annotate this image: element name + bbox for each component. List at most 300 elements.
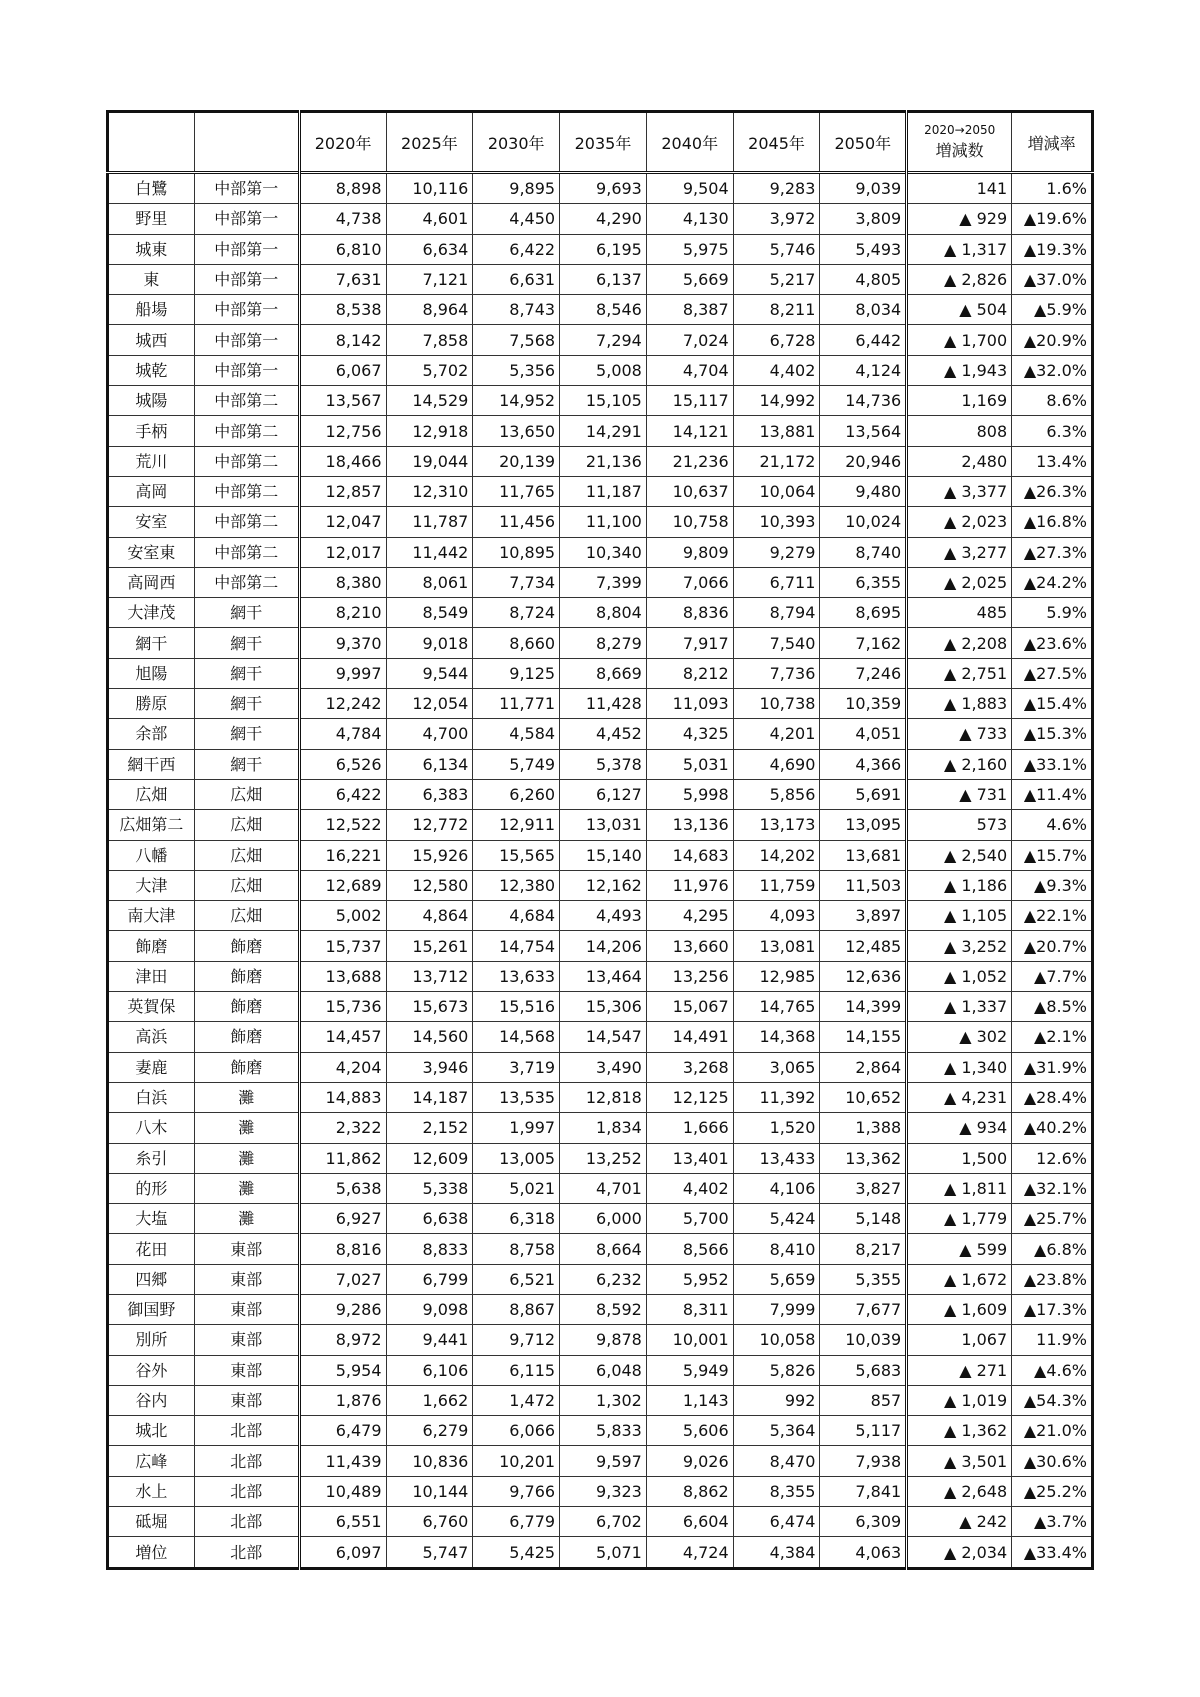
cell-change: ▲ 1,779 [907, 1204, 1012, 1234]
cell-2045: 5,659 [733, 1264, 820, 1294]
cell-2020: 14,457 [299, 1022, 386, 1052]
cell-2035: 13,031 [560, 810, 647, 840]
header-year: 2030年 [473, 112, 560, 173]
cell-2050: 14,736 [820, 386, 907, 416]
cell-rate: ▲32.1% [1012, 1173, 1093, 1203]
table-row [108, 1204, 1093, 1234]
cell-block: 中部第二 [194, 446, 299, 476]
header-year: 2045年 [733, 112, 820, 173]
cell-rate: ▲27.3% [1012, 537, 1093, 567]
table-header [108, 112, 1093, 173]
cell-2030: 10,201 [473, 1446, 560, 1476]
cell-rate: ▲11.4% [1012, 779, 1093, 809]
cell-2050: 10,359 [820, 689, 907, 719]
cell-2040: 8,566 [646, 1234, 733, 1264]
cell-rate: ▲23.6% [1012, 628, 1093, 658]
cell-block: 灘 [194, 1113, 299, 1143]
cell-2050: 2,864 [820, 1052, 907, 1082]
cell-2030: 13,535 [473, 1082, 560, 1112]
cell-2050: 7,841 [820, 1476, 907, 1506]
cell-2020: 9,997 [299, 658, 386, 688]
cell-school: 広畑第二 [108, 810, 195, 840]
cell-2035: 15,140 [560, 840, 647, 870]
cell-2040: 5,700 [646, 1204, 733, 1234]
cell-2020: 9,370 [299, 628, 386, 658]
header-change [907, 112, 1012, 173]
cell-school: 安室 [108, 507, 195, 537]
cell-change: ▲ 1,672 [907, 1264, 1012, 1294]
cell-2035: 4,701 [560, 1173, 647, 1203]
cell-2035: 6,048 [560, 1355, 647, 1385]
cell-2035: 9,693 [560, 173, 647, 204]
cell-block: 北部 [194, 1507, 299, 1537]
cell-2040: 12,125 [646, 1082, 733, 1112]
cell-school: 旭陽 [108, 658, 195, 688]
cell-2035: 6,137 [560, 264, 647, 294]
cell-change: ▲ 1,105 [907, 901, 1012, 931]
cell-block: 灘 [194, 1173, 299, 1203]
cell-2030: 7,568 [473, 325, 560, 355]
cell-2045: 12,985 [733, 961, 820, 991]
cell-rate: ▲5.9% [1012, 295, 1093, 325]
cell-2035: 14,206 [560, 931, 647, 961]
cell-2030: 8,660 [473, 628, 560, 658]
cell-2045: 11,392 [733, 1082, 820, 1112]
cell-school: 飾磨 [108, 931, 195, 961]
cell-2025: 6,279 [386, 1416, 473, 1446]
cell-block: 北部 [194, 1446, 299, 1476]
cell-2035: 1,302 [560, 1385, 647, 1415]
cell-2035: 9,878 [560, 1325, 647, 1355]
cell-2020: 5,954 [299, 1355, 386, 1385]
cell-change: ▲ 1,883 [907, 689, 1012, 719]
cell-2030: 1,472 [473, 1385, 560, 1415]
cell-2040: 5,998 [646, 779, 733, 809]
cell-2050: 12,636 [820, 961, 907, 991]
cell-block: 東部 [194, 1325, 299, 1355]
cell-2020: 6,479 [299, 1416, 386, 1446]
cell-2030: 12,911 [473, 810, 560, 840]
header-school [108, 112, 195, 173]
cell-2030: 13,650 [473, 416, 560, 446]
cell-rate: 13.4% [1012, 446, 1093, 476]
cell-2025: 4,700 [386, 719, 473, 749]
cell-school: 広峰 [108, 1446, 195, 1476]
cell-2045: 10,393 [733, 507, 820, 537]
header-year: 2040年 [646, 112, 733, 173]
cell-2020: 12,857 [299, 476, 386, 506]
cell-2035: 8,664 [560, 1234, 647, 1264]
cell-2040: 13,401 [646, 1143, 733, 1173]
cell-block: 北部 [194, 1416, 299, 1446]
table-row [108, 476, 1093, 506]
cell-rate: ▲22.1% [1012, 901, 1093, 931]
cell-change: ▲ 2,540 [907, 840, 1012, 870]
cell-2030: 14,952 [473, 386, 560, 416]
cell-2045: 4,201 [733, 719, 820, 749]
cell-change: ▲ 3,377 [907, 476, 1012, 506]
cell-2045: 11,759 [733, 870, 820, 900]
cell-2030: 4,684 [473, 901, 560, 931]
cell-rate: 6.3% [1012, 416, 1093, 446]
cell-change: 1,500 [907, 1143, 1012, 1173]
table-row [108, 931, 1093, 961]
cell-2025: 8,964 [386, 295, 473, 325]
cell-school: 水上 [108, 1476, 195, 1506]
table-row [108, 204, 1093, 234]
cell-2040: 14,121 [646, 416, 733, 446]
cell-2040: 9,809 [646, 537, 733, 567]
header-year: 2035年 [560, 112, 647, 173]
cell-2035: 8,804 [560, 598, 647, 628]
population-table [106, 110, 1094, 1570]
cell-2050: 13,681 [820, 840, 907, 870]
cell-2030: 5,021 [473, 1173, 560, 1203]
cell-2025: 13,712 [386, 961, 473, 991]
table-row [108, 1234, 1093, 1264]
cell-2035: 13,252 [560, 1143, 647, 1173]
cell-rate: ▲15.7% [1012, 840, 1093, 870]
cell-2050: 857 [820, 1385, 907, 1415]
cell-block: 中部第一 [194, 173, 299, 204]
cell-2030: 6,318 [473, 1204, 560, 1234]
cell-2035: 5,008 [560, 355, 647, 385]
cell-rate: 12.6% [1012, 1143, 1093, 1173]
table-row [108, 1355, 1093, 1385]
cell-2050: 4,124 [820, 355, 907, 385]
cell-2035: 8,669 [560, 658, 647, 688]
cell-2035: 11,428 [560, 689, 647, 719]
table-row [108, 1082, 1093, 1112]
cell-2030: 10,895 [473, 537, 560, 567]
cell-2035: 8,546 [560, 295, 647, 325]
cell-2025: 9,544 [386, 658, 473, 688]
cell-2050: 5,683 [820, 1355, 907, 1385]
cell-2020: 4,204 [299, 1052, 386, 1082]
cell-2040: 5,031 [646, 749, 733, 779]
cell-2040: 13,256 [646, 961, 733, 991]
cell-block: 飾磨 [194, 961, 299, 991]
cell-2045: 7,999 [733, 1294, 820, 1324]
header-change-label: 増減数 [935, 141, 984, 160]
cell-2035: 8,592 [560, 1294, 647, 1324]
cell-change: ▲ 3,252 [907, 931, 1012, 961]
cell-2040: 4,704 [646, 355, 733, 385]
cell-block: 中部第二 [194, 476, 299, 506]
cell-change: ▲ 2,160 [907, 749, 1012, 779]
cell-school: 糸引 [108, 1143, 195, 1173]
cell-2050: 5,691 [820, 779, 907, 809]
cell-rate: ▲15.3% [1012, 719, 1093, 749]
cell-2020: 8,210 [299, 598, 386, 628]
cell-2020: 4,784 [299, 719, 386, 749]
cell-school: 妻鹿 [108, 1052, 195, 1082]
cell-2050: 13,564 [820, 416, 907, 446]
cell-2045: 10,064 [733, 476, 820, 506]
cell-2040: 4,130 [646, 204, 733, 234]
cell-2040: 1,143 [646, 1385, 733, 1415]
cell-rate: ▲27.5% [1012, 658, 1093, 688]
cell-2035: 12,162 [560, 870, 647, 900]
cell-block: 北部 [194, 1537, 299, 1568]
cell-school: 的形 [108, 1173, 195, 1203]
cell-2045: 5,424 [733, 1204, 820, 1234]
cell-school: 八木 [108, 1113, 195, 1143]
cell-2050: 7,677 [820, 1294, 907, 1324]
cell-2050: 10,024 [820, 507, 907, 537]
cell-block: 灘 [194, 1204, 299, 1234]
cell-2020: 8,380 [299, 567, 386, 597]
cell-2040: 8,836 [646, 598, 733, 628]
cell-2025: 12,310 [386, 476, 473, 506]
cell-school: 津田 [108, 961, 195, 991]
cell-2025: 15,673 [386, 992, 473, 1022]
cell-2050: 13,095 [820, 810, 907, 840]
cell-rate: 1.6% [1012, 173, 1093, 204]
cell-rate: ▲19.3% [1012, 234, 1093, 264]
cell-block: 中部第二 [194, 507, 299, 537]
cell-2025: 11,787 [386, 507, 473, 537]
cell-2045: 9,279 [733, 537, 820, 567]
cell-school: 砥堀 [108, 1507, 195, 1537]
cell-2035: 7,399 [560, 567, 647, 597]
cell-2050: 10,039 [820, 1325, 907, 1355]
cell-2025: 4,864 [386, 901, 473, 931]
cell-rate: ▲40.2% [1012, 1113, 1093, 1143]
cell-school: 城西 [108, 325, 195, 355]
cell-2020: 8,972 [299, 1325, 386, 1355]
cell-2030: 8,743 [473, 295, 560, 325]
cell-2035: 12,818 [560, 1082, 647, 1112]
table-row [108, 416, 1093, 446]
cell-rate: ▲7.7% [1012, 961, 1093, 991]
cell-school: 余部 [108, 719, 195, 749]
cell-2025: 14,529 [386, 386, 473, 416]
table-row [108, 355, 1093, 385]
cell-2035: 14,291 [560, 416, 647, 446]
cell-change: ▲ 1,362 [907, 1416, 1012, 1446]
cell-2050: 20,946 [820, 446, 907, 476]
cell-2030: 9,712 [473, 1325, 560, 1355]
cell-2035: 4,493 [560, 901, 647, 931]
cell-school: 南大津 [108, 901, 195, 931]
cell-school: 大津 [108, 870, 195, 900]
table-row [108, 628, 1093, 658]
table-row [108, 386, 1093, 416]
cell-2030: 11,456 [473, 507, 560, 537]
cell-2025: 14,187 [386, 1082, 473, 1112]
cell-block: 中部第一 [194, 355, 299, 385]
cell-school: 御国野 [108, 1294, 195, 1324]
cell-block: 網干 [194, 658, 299, 688]
cell-change: ▲ 1,337 [907, 992, 1012, 1022]
cell-2030: 13,005 [473, 1143, 560, 1173]
cell-2035: 15,105 [560, 386, 647, 416]
cell-2020: 8,898 [299, 173, 386, 204]
cell-2040: 8,387 [646, 295, 733, 325]
cell-2040: 8,212 [646, 658, 733, 688]
cell-rate: ▲15.4% [1012, 689, 1093, 719]
cell-2040: 3,268 [646, 1052, 733, 1082]
cell-change: ▲ 504 [907, 295, 1012, 325]
cell-change: ▲ 1,186 [907, 870, 1012, 900]
cell-2040: 5,949 [646, 1355, 733, 1385]
cell-2040: 7,066 [646, 567, 733, 597]
cell-2030: 9,125 [473, 658, 560, 688]
cell-2050: 4,051 [820, 719, 907, 749]
cell-block: 飾磨 [194, 992, 299, 1022]
cell-2040: 5,606 [646, 1416, 733, 1446]
cell-2035: 13,464 [560, 961, 647, 991]
cell-block: 東部 [194, 1355, 299, 1385]
cell-2040: 4,724 [646, 1537, 733, 1568]
cell-change: 485 [907, 598, 1012, 628]
cell-2045: 6,711 [733, 567, 820, 597]
cell-rate: ▲25.2% [1012, 1476, 1093, 1506]
cell-2050: 13,362 [820, 1143, 907, 1173]
cell-2025: 10,144 [386, 1476, 473, 1506]
cell-change: ▲ 599 [907, 1234, 1012, 1264]
cell-school: 東 [108, 264, 195, 294]
cell-2020: 10,489 [299, 1476, 386, 1506]
cell-2040: 9,026 [646, 1446, 733, 1476]
cell-2025: 10,116 [386, 173, 473, 204]
cell-2040: 6,604 [646, 1507, 733, 1537]
cell-2020: 6,526 [299, 749, 386, 779]
cell-block: 飾磨 [194, 1052, 299, 1082]
cell-change: ▲ 1,609 [907, 1294, 1012, 1324]
cell-school: 網干西 [108, 749, 195, 779]
cell-2020: 18,466 [299, 446, 386, 476]
cell-school: 広畑 [108, 779, 195, 809]
cell-2035: 11,100 [560, 507, 647, 537]
cell-2020: 6,422 [299, 779, 386, 809]
cell-2030: 11,765 [473, 476, 560, 506]
cell-rate: 5.9% [1012, 598, 1093, 628]
cell-2050: 9,480 [820, 476, 907, 506]
cell-2030: 14,754 [473, 931, 560, 961]
cell-2040: 14,491 [646, 1022, 733, 1052]
cell-2045: 5,746 [733, 234, 820, 264]
cell-block: 灘 [194, 1082, 299, 1112]
cell-block: 広畑 [194, 779, 299, 809]
cell-2035: 14,547 [560, 1022, 647, 1052]
cell-2025: 5,338 [386, 1173, 473, 1203]
cell-2040: 1,666 [646, 1113, 733, 1143]
cell-block: 中部第二 [194, 386, 299, 416]
cell-change: ▲ 1,943 [907, 355, 1012, 385]
table-row [108, 658, 1093, 688]
header-year: 2020年 [299, 112, 386, 173]
cell-2045: 13,173 [733, 810, 820, 840]
cell-2035: 6,232 [560, 1264, 647, 1294]
cell-2045: 4,402 [733, 355, 820, 385]
table-row [108, 295, 1093, 325]
cell-2040: 10,001 [646, 1325, 733, 1355]
cell-2045: 4,690 [733, 749, 820, 779]
cell-2020: 8,538 [299, 295, 386, 325]
cell-school: 白浜 [108, 1082, 195, 1112]
cell-2045: 10,738 [733, 689, 820, 719]
cell-2020: 7,027 [299, 1264, 386, 1294]
cell-2040: 14,683 [646, 840, 733, 870]
cell-2030: 4,584 [473, 719, 560, 749]
cell-2035: 6,195 [560, 234, 647, 264]
cell-2045: 1,520 [733, 1113, 820, 1143]
cell-2020: 5,638 [299, 1173, 386, 1203]
cell-school: 網干 [108, 628, 195, 658]
cell-block: 中部第一 [194, 204, 299, 234]
cell-2025: 9,018 [386, 628, 473, 658]
cell-2025: 6,638 [386, 1204, 473, 1234]
cell-2045: 8,211 [733, 295, 820, 325]
cell-2035: 1,834 [560, 1113, 647, 1143]
cell-2035: 6,000 [560, 1204, 647, 1234]
cell-2045: 7,736 [733, 658, 820, 688]
cell-2040: 7,917 [646, 628, 733, 658]
cell-2025: 1,662 [386, 1385, 473, 1415]
cell-2030: 9,895 [473, 173, 560, 204]
cell-block: 東部 [194, 1234, 299, 1264]
cell-2050: 3,897 [820, 901, 907, 931]
cell-change: 808 [907, 416, 1012, 446]
cell-school: 大塩 [108, 1204, 195, 1234]
cell-block: 中部第一 [194, 264, 299, 294]
cell-2020: 6,927 [299, 1204, 386, 1234]
cell-rate: ▲20.9% [1012, 325, 1093, 355]
cell-2050: 4,063 [820, 1537, 907, 1568]
cell-rate: ▲17.3% [1012, 1294, 1093, 1324]
cell-2035: 5,833 [560, 1416, 647, 1446]
cell-2020: 13,688 [299, 961, 386, 991]
cell-2025: 10,836 [386, 1446, 473, 1476]
cell-2050: 7,246 [820, 658, 907, 688]
cell-2020: 6,067 [299, 355, 386, 385]
cell-block: 東部 [194, 1264, 299, 1294]
cell-change: ▲ 2,208 [907, 628, 1012, 658]
cell-rate: ▲8.5% [1012, 992, 1093, 1022]
cell-block: 広畑 [194, 810, 299, 840]
cell-2020: 12,242 [299, 689, 386, 719]
cell-2020: 15,737 [299, 931, 386, 961]
cell-2040: 10,758 [646, 507, 733, 537]
cell-school: 谷内 [108, 1385, 195, 1415]
cell-2050: 10,652 [820, 1082, 907, 1112]
cell-change: ▲ 2,826 [907, 264, 1012, 294]
cell-2040: 4,295 [646, 901, 733, 931]
cell-change: ▲ 2,034 [907, 1537, 1012, 1568]
cell-2020: 12,689 [299, 870, 386, 900]
cell-rate: ▲4.6% [1012, 1355, 1093, 1385]
table-row [108, 689, 1093, 719]
cell-2050: 14,399 [820, 992, 907, 1022]
cell-block: 網干 [194, 628, 299, 658]
cell-2020: 13,567 [299, 386, 386, 416]
table-row [108, 1052, 1093, 1082]
cell-block: 中部第一 [194, 295, 299, 325]
cell-2045: 3,972 [733, 204, 820, 234]
cell-2040: 4,402 [646, 1173, 733, 1203]
header-year: 2050年 [820, 112, 907, 173]
cell-2045: 8,794 [733, 598, 820, 628]
cell-rate: ▲23.8% [1012, 1264, 1093, 1294]
cell-change: ▲ 1,700 [907, 325, 1012, 355]
cell-change: ▲ 733 [907, 719, 1012, 749]
cell-2030: 15,565 [473, 840, 560, 870]
cell-2025: 7,858 [386, 325, 473, 355]
cell-2020: 6,097 [299, 1537, 386, 1568]
cell-2025: 6,134 [386, 749, 473, 779]
